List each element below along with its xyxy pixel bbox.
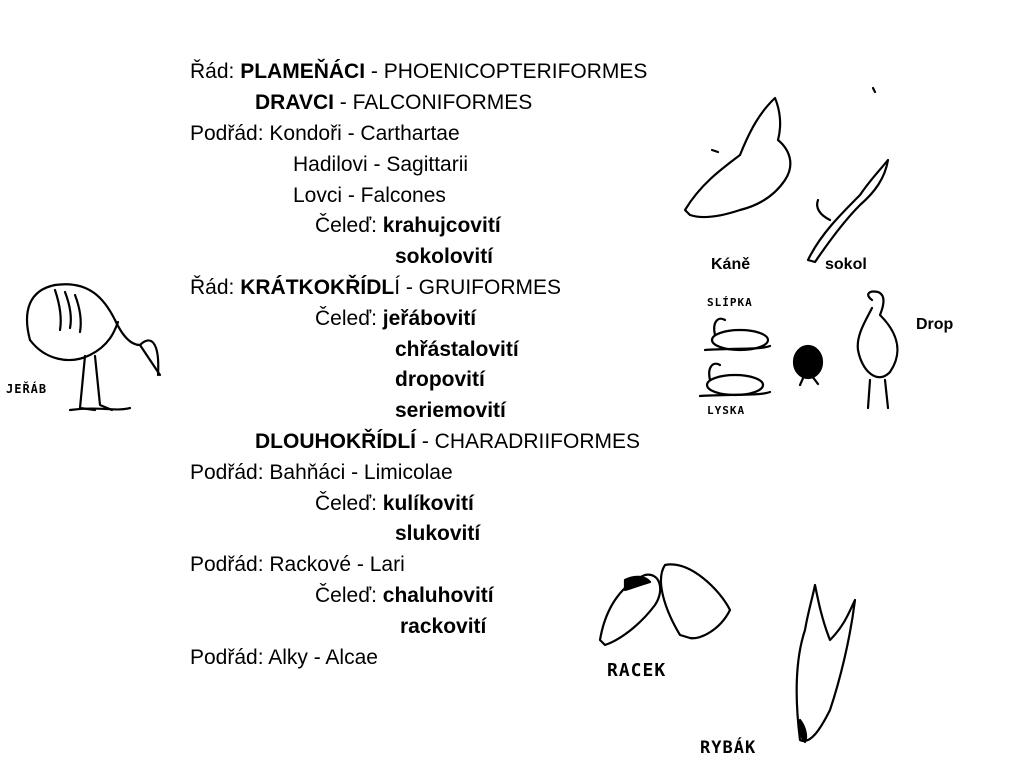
line-15-pre: Čeleď: [315, 492, 383, 515]
falcon-drawing [808, 160, 888, 262]
caption-racek: RACEK [607, 660, 667, 681]
line-06-pre: Čeleď: [315, 214, 383, 237]
coot-drawing [700, 364, 770, 396]
line-08-bold: KRÁTKOKŘÍDL [240, 276, 395, 299]
line-13-post: - CHARADRIIFORMES [416, 430, 641, 453]
caption-jerab: JEŘÁB [6, 382, 48, 396]
line-08-post: Í - GRUIFORMES [394, 276, 562, 299]
caption-lyska: LYSKA [707, 404, 746, 417]
line-20-pre: Podřád: Alky - Alcae [190, 646, 378, 669]
line-01-pre: Řád: [190, 60, 241, 83]
line-06-bold: krahujcovití [382, 214, 501, 237]
line-14-pre: Podřád: Bahňáci - Limicolae [190, 461, 453, 484]
buzzard-drawing [685, 98, 790, 217]
line-10-bold: chřástalovití [395, 338, 519, 361]
line-18-pre: Čeleď: [315, 584, 383, 607]
line-13-bold: DLOUHOKŘÍDLÍ [255, 430, 416, 453]
line-02-post: - FALCONIFORMES [333, 91, 533, 114]
caption-rybak: RYBÁK [700, 738, 757, 758]
stray-mark [873, 88, 875, 92]
caption-slipka: SLÍPKA [707, 296, 753, 309]
line-08-pre: Řád: [190, 276, 241, 299]
caption-drop: Drop [916, 316, 954, 333]
line-09-bold: jeřábovití [382, 307, 477, 330]
line-16-bold: slukovití [395, 522, 481, 545]
line-03-pre: Podřád: Kondoři - Carthartae [190, 122, 460, 145]
line-09-pre: Čeleď: [315, 307, 383, 330]
line-01-bold: PLAMEŇÁCI [240, 60, 366, 83]
line-17-pre: Podřád: Rackové - Lari [190, 553, 405, 576]
line-01-post: - PHOENICOPTERIFORMES [365, 60, 648, 83]
line-07-bold: sokolovití [395, 245, 494, 268]
line-15-bold: kulíkovití [382, 492, 474, 515]
line-04-pre: Hadilovi - Sagittarii [293, 153, 469, 176]
gull-drawing [600, 564, 730, 645]
line-12-bold: seriemovití [395, 399, 506, 422]
chick-drawing [794, 346, 822, 385]
line-02-bold: DRAVCI [255, 91, 334, 114]
line-18-bold: chaluhovití [382, 584, 494, 607]
bustard-drawing [858, 292, 898, 408]
tern-drawing [797, 585, 855, 742]
caption-kane: Káně [711, 256, 751, 273]
line-19-bold: rackovití [400, 615, 487, 638]
caption-sokol: sokol [825, 256, 867, 273]
moorhen-drawing [705, 319, 770, 350]
line-05-pre: Lovci - Falcones [293, 184, 446, 207]
line-11-bold: dropovití [395, 368, 485, 391]
